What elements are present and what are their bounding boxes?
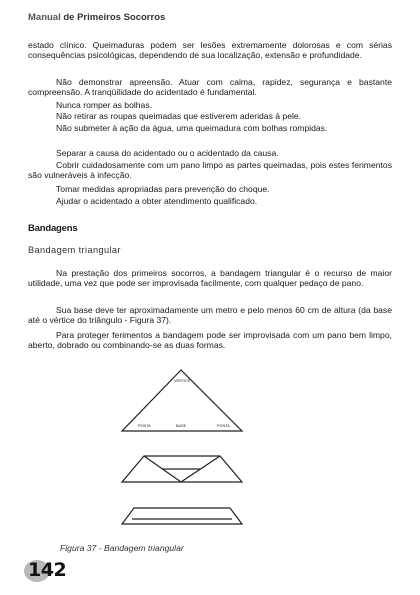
paragraph: Tomar medidas apropriadas para prevenção do choque. <box>56 184 270 194</box>
paragraph: Não submeter à ação da água, uma queimadura com bolhas rompidas. <box>56 123 328 133</box>
paragraph: Não demonstrar apreensão. Atuar com calma, rapidez, segurança e bastante compreensão. A tranqüilidade do acidentado é fundamental. <box>28 77 392 98</box>
label-base: BASE <box>176 424 187 428</box>
paragraph: Nunca romper as bolhas. <box>56 100 153 110</box>
folded-bandage-bottom <box>122 508 242 524</box>
page-number <box>24 559 68 583</box>
page-number-text: 142 <box>28 559 67 581</box>
label-ponta-right: PONTA <box>217 424 230 428</box>
header-prefix: Manual <box>28 12 61 23</box>
section-title: Bandagens <box>28 223 78 234</box>
figure-caption: Figura 37 - Bandagem triangular <box>60 543 184 553</box>
bandage-figure <box>118 368 248 533</box>
header-middle: de Primeiros <box>63 12 121 23</box>
paragraph: Sua base deve ter aproximadamente um metro e pelo menos 60 cm de altura (da base até o vértice do triângulo - Figura 37). <box>28 305 392 326</box>
paragraph: Não retirar as roupas queimadas que estiverem aderidas à pele. <box>56 111 302 121</box>
paragraph: Separar a causa do acidentado ou o acidentado da causa. <box>56 148 279 158</box>
running-header <box>28 12 165 23</box>
header-suffix: Socorros <box>123 12 166 23</box>
subsection-title: Bandagem triangular <box>28 245 121 255</box>
label-vertice: VÉRTICE <box>174 379 191 383</box>
label-ponta-left: PONTA <box>138 424 151 428</box>
paragraph: estado clínico. Queimaduras podem ser lesões extremamente dolorosas e com sérias consequências psicológicas, dependendo de sua localização, extensão e profundidade. <box>28 40 392 61</box>
paragraph: Na prestação dos primeiros socorros, a bandagem triangular é o recurso de maior utilidade, uma vez que pode ser improvisada facilmente, com qualquer pedaço de pano. <box>28 268 392 289</box>
paragraph: Para proteger ferimentos a bandagem pode ser improvisada com um pano bem limpo, aberto, dobrado ou combinando-se as duas formas. <box>28 330 392 351</box>
paragraph: Ajudar o acidentado a obter atendimento qualificado. <box>56 196 258 206</box>
bandage-illustration <box>118 368 248 528</box>
paragraph: Cobrir cuidadosamente com um pano limpo as partes queimadas, pois estes ferimentos são vulneráveis à infecção. <box>28 160 392 181</box>
